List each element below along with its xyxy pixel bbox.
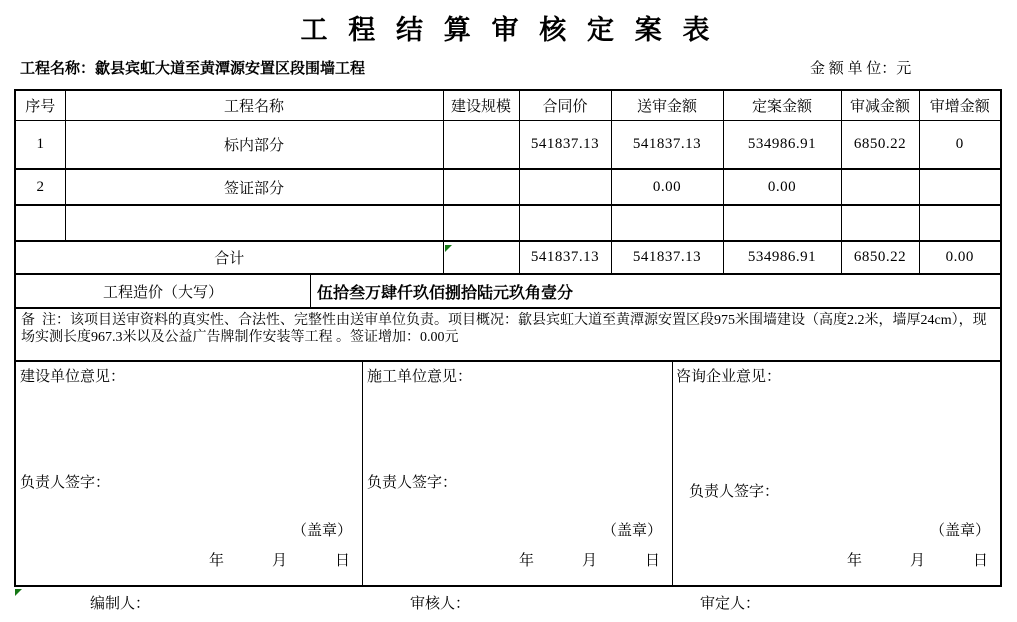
signature-label: 负责人签字： <box>367 475 458 491</box>
month-label: 月 <box>581 553 597 569</box>
cell-contract-price <box>519 169 611 205</box>
total-submitted-amount: 541837.13 <box>611 241 723 274</box>
total-reduced-amount: 6850.22 <box>841 241 919 274</box>
day-label: 日 <box>644 553 660 569</box>
opinion-box-contractor-unit <box>363 362 673 585</box>
cell-reduced-amount: 6850.22 <box>841 121 919 170</box>
settlement-table <box>14 89 1002 587</box>
date-labels <box>519 549 660 570</box>
seal-label: （盖章） <box>601 523 662 539</box>
header-increased-amount: 审增金额 <box>919 90 1001 121</box>
cell-increased-amount: 0 <box>919 121 1001 170</box>
table-total-row <box>15 241 1001 274</box>
date-labels <box>209 549 350 570</box>
total-increased-amount: 0.00 <box>919 241 1001 274</box>
cell-project-name <box>65 205 443 241</box>
cell-finalized-amount: 0.00 <box>723 169 841 205</box>
month-label: 月 <box>909 553 925 569</box>
cell-submitted-amount <box>611 205 723 241</box>
table-row <box>15 121 1001 170</box>
reviewer-label: 审核人： <box>410 596 471 612</box>
header-finalized-amount: 定案金额 <box>723 90 841 121</box>
seal-label: （盖章） <box>291 523 352 539</box>
opinion-title: 咨询企业意见： <box>676 369 782 385</box>
cell-finalized-amount <box>723 205 841 241</box>
year-label: 年 <box>208 553 224 569</box>
cell-reduced-amount <box>841 169 919 205</box>
opinion-title: 建设单位意见： <box>20 369 126 385</box>
year-label: 年 <box>518 553 534 569</box>
amount-in-words-label: 工程造价（大写） <box>16 275 311 307</box>
page-title: 工 程 结 算 审 核 定 案 表 <box>300 15 717 45</box>
cell-project-name: 签证部分 <box>65 169 443 205</box>
header-contract-price: 合同价 <box>519 90 611 121</box>
remark-text: 备 注：该项目送审资料的真实性、合法性、完整性由送审单位负责。项目概况：歙县宾虹大道至黄潭源安置区段975米围墙建设（高度2.2米，墙厚24cm），现场实测长度967.3米以及公益广告牌制作安装等工程 。签证增加：0.00元 <box>21 313 987 345</box>
cell-scale <box>443 205 519 241</box>
amount-in-words-value: 伍拾叁万肆仟玖佰捌拾陆元玖角壹分 <box>317 284 574 302</box>
day-label: 日 <box>334 553 350 569</box>
cell-increased-amount <box>919 169 1001 205</box>
amount-unit-label: 金 额 单 位：元 <box>810 61 912 77</box>
date-labels <box>847 549 988 570</box>
cell-scale <box>443 169 519 205</box>
opinion-title: 施工单位意见： <box>367 369 473 385</box>
opinion-box-construction-unit <box>16 362 363 585</box>
cell-reduced-amount <box>841 205 919 241</box>
table-row <box>15 169 1001 205</box>
day-label: 日 <box>972 553 988 569</box>
cell-project-name: 标内部分 <box>65 121 443 170</box>
table-row-empty <box>15 205 1001 241</box>
opinion-box-consulting-firm <box>673 362 1000 585</box>
remark-row <box>15 308 1001 361</box>
signature-label: 负责人签字： <box>689 484 780 500</box>
project-name-label: 工程名称：歙县宾虹大道至黄潭源安置区段围墙工程 <box>20 61 366 77</box>
header-project-name: 工程名称 <box>65 90 443 121</box>
total-contract-price: 541837.13 <box>519 241 611 274</box>
seal-label: （盖章） <box>929 523 990 539</box>
header-submitted-amount: 送审金额 <box>611 90 723 121</box>
cell-scale <box>443 121 519 170</box>
year-label: 年 <box>846 553 862 569</box>
cell-seq: 2 <box>15 169 65 205</box>
total-scale <box>443 241 519 274</box>
cell-increased-amount <box>919 205 1001 241</box>
total-finalized-amount: 534986.91 <box>723 241 841 274</box>
total-label: 合计 <box>15 241 443 274</box>
month-label: 月 <box>271 553 287 569</box>
header-reduced-amount: 审减金额 <box>841 90 919 121</box>
approver-label: 审定人： <box>700 596 761 612</box>
opinions-row <box>15 361 1001 586</box>
cell-finalized-amount: 534986.91 <box>723 121 841 170</box>
preparer-label: 编制人： <box>90 596 151 612</box>
cell-submitted-amount: 0.00 <box>611 169 723 205</box>
cell-contract-price: 541837.13 <box>519 121 611 170</box>
signature-label: 负责人签字： <box>20 475 111 491</box>
cell-seq <box>15 205 65 241</box>
header-scale: 建设规模 <box>443 90 519 121</box>
cell-seq: 1 <box>15 121 65 170</box>
cell-indicator-triangle-icon <box>15 589 22 596</box>
cell-indicator-triangle-icon <box>445 245 452 252</box>
cell-contract-price <box>519 205 611 241</box>
table-header-row <box>15 90 1001 121</box>
header-seq: 序号 <box>15 90 65 121</box>
amount-in-words-row <box>15 274 1001 308</box>
cell-submitted-amount: 541837.13 <box>611 121 723 170</box>
